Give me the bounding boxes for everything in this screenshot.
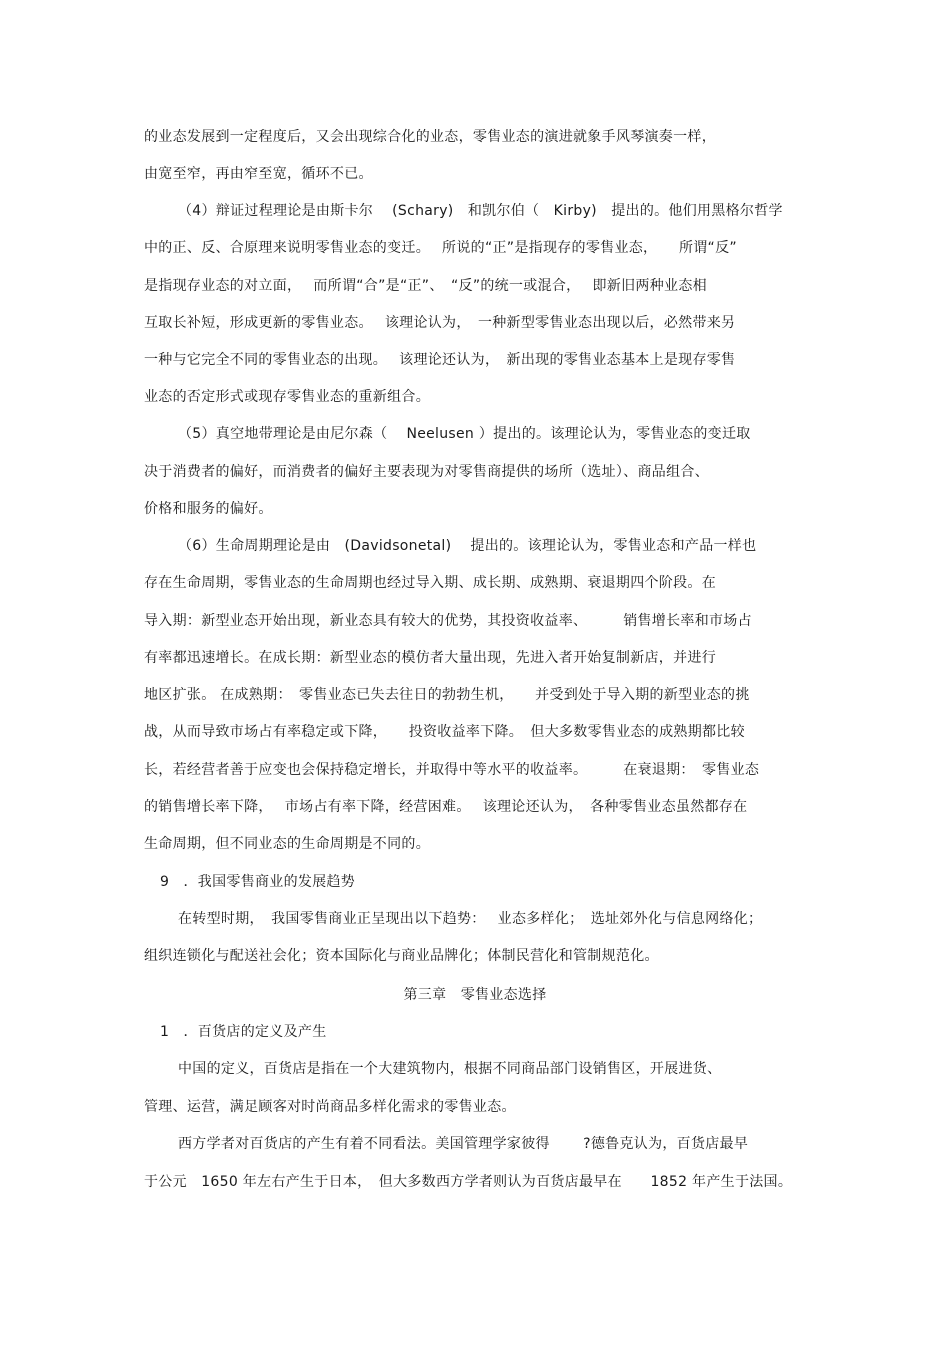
text-line: 导入期：新型业态开始出现，新业态具有较大的优势，其投资收益率、 销售增长率和市场占 bbox=[144, 613, 752, 629]
paragraph-line-5: （5）真空地带理论是由尼尔森（ Neelusen ）提出的。该理论认为，零售业态的变迁取 bbox=[178, 426, 751, 442]
section-heading-1: 1 ．百货店的定义及产生 bbox=[160, 1024, 327, 1040]
text-line: 生命周期，但不同业态的生命周期是不同的。 bbox=[144, 836, 430, 852]
text-line: 互取长补短，形成更新的零售业态。 该理论认为， 一种新型零售业态出现以后，必然带来另 bbox=[144, 315, 736, 331]
chapter-title: 第三章 零售业态选择 bbox=[403, 987, 547, 1003]
text-line: 有率都迅速增长。在成长期：新型业态的模仿者大量出现，先进入者开始复制新店，并进行 bbox=[144, 650, 716, 666]
paragraph-line-6: （6）生命周期理论是由 (Davidsonetal) 提出的。该理论认为，零售业态和产品一样也 bbox=[178, 538, 757, 554]
text-line: 由宽至窄，再由窄至宽，循环不已。 bbox=[144, 166, 373, 182]
text-line: 于公元 1650 年左右产生于日本， 但大多数西方学者则认为百货店最早在 1852 年产生于法国。 bbox=[144, 1174, 793, 1190]
text-line: 地区扩张。 在成熟期： 零售业态已失去往日的勃勃生机， 并受到处于导入期的新型业态的挑 bbox=[144, 687, 750, 703]
text-line: 存在生命周期，零售业态的生命周期也经过导入期、成长期、成熟期、衰退期四个阶段。在 bbox=[144, 575, 716, 591]
text-line: 中的正、反、合原理来说明零售业态的变迁。 所说的“正”是指现存的零售业态， 所谓“反” bbox=[144, 240, 737, 256]
text-line: 管理、运营，满足顾客对时尚商品多样化需求的零售业态。 bbox=[144, 1099, 516, 1115]
text-line: 长，若经营者善于应变也会保持稳定增长，并取得中等水平的收益率。 在衰退期： 零售业态 bbox=[144, 762, 760, 778]
text-line: 价格和服务的偏好。 bbox=[144, 501, 273, 517]
text-line: 的销售增长率下降， 市场占有率下降，经营困难。 该理论还认为， 各种零售业态虽然都存在 bbox=[144, 799, 748, 815]
text-line: 决于消费者的偏好，而消费者的偏好主要表现为对零售商提供的场所（选址）、商品组合、 bbox=[144, 464, 709, 480]
text-line: 中国的定义，百货店是指在一个大建筑物内，根据不同商品部门设销售区，开展进货、 bbox=[178, 1061, 722, 1077]
section-heading-9: 9 ．我国零售商业的发展趋势 bbox=[160, 874, 356, 890]
text-line: 战，从而导致市场占有率稳定或下降， 投资收益率下降。 但大多数零售业态的成熟期都比较 bbox=[144, 724, 745, 740]
text-line: 组织连锁化与配送社会化；资本国际化与商业品牌化；体制民营化和管制规范化。 bbox=[144, 948, 659, 964]
paragraph-line-4: （4）辩证过程理论是由斯卡尔 (Schary) 和凯尔伯（ Kirby) 提出的。他们用黑格尔哲学 bbox=[178, 203, 783, 219]
text-line: 西方学者对百货店的产生有着不同看法。美国管理学家彼得 ?德鲁克认为，百货店最早 bbox=[178, 1136, 749, 1152]
text-line: 是指现存业态的对立面， 而所谓“合”是“正”、 “反”的统一或混合， 即新旧两种业态相 bbox=[144, 278, 707, 294]
text-line: 的业态发展到一定程度后，又会出现综合化的业态，零售业态的演进就象手风琴演奏一样， bbox=[144, 129, 716, 145]
text-line: 业态的否定形式或现存零售业态的重新组合。 bbox=[144, 389, 430, 405]
text-line: 一种与它完全不同的零售业态的出现。 该理论还认为， 新出现的零售业态基本上是现存零售 bbox=[144, 352, 736, 368]
text-line: 在转型时期， 我国零售商业正呈现出以下趋势： 业态多样化； 选址郊外化与信息网络化； bbox=[178, 911, 763, 927]
